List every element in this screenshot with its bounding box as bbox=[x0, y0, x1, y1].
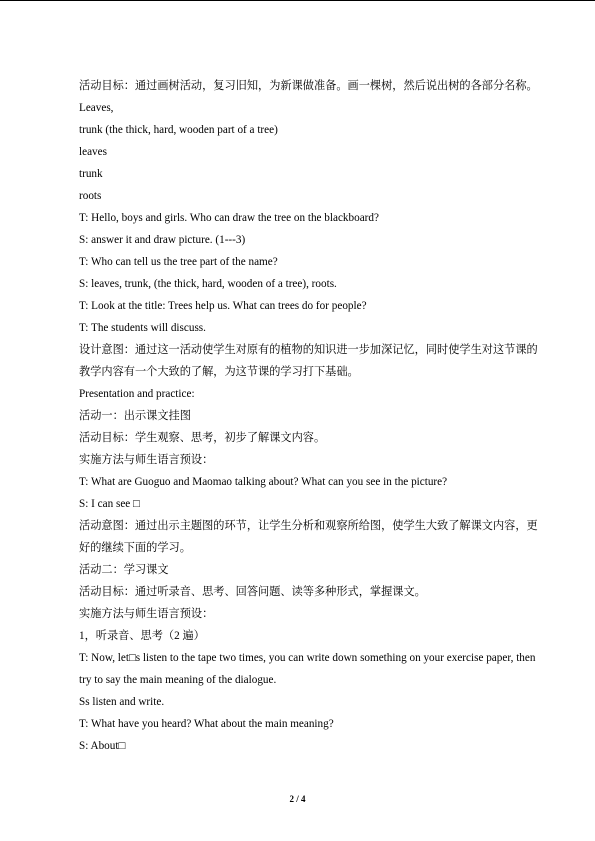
paragraph: trunk bbox=[79, 168, 103, 180]
paragraph: 实施方法与师生语言预设： bbox=[79, 608, 214, 620]
paragraph: 活动目标：学生观察、思考，初步了解课文内容。 bbox=[79, 432, 326, 444]
paragraph: 设计意图：通过这一活动使学生对原有的植物的知识进一步加深记忆，同时使学生对这节课的教学内容有一个大致的了解，为这节课的学习打下基础。 bbox=[79, 344, 538, 378]
paragraph: 活动二：学习课文 bbox=[79, 564, 169, 576]
paragraph: S: I can see □ bbox=[79, 498, 140, 510]
paragraph: roots bbox=[79, 190, 102, 202]
paragraph: S: leaves, trunk, (the thick, hard, wooden of a tree), roots. bbox=[79, 278, 337, 290]
paragraph: T: Look at the title: Trees help us. What can trees do for people? bbox=[79, 300, 367, 312]
paragraph: 活动目标：通过画树活动，复习旧知，为新课做准备。画一棵树，然后说出树的各部分名称。Leaves, bbox=[79, 80, 538, 114]
paragraph: leaves bbox=[79, 146, 107, 158]
header-rule bbox=[0, 0, 595, 1]
paragraph: T: The students will discuss. bbox=[79, 322, 206, 334]
paragraph: 实施方法与师生语言预设： bbox=[79, 454, 214, 466]
paragraph: T: Hello, boys and girls. Who can draw the tree on the blackboard? bbox=[79, 212, 379, 224]
paragraph: trunk (the thick, hard, wooden part of a tree) bbox=[79, 124, 278, 136]
paragraph: Presentation and practice: bbox=[79, 388, 195, 400]
paragraph: T: Who can tell us the tree part of the name? bbox=[79, 256, 278, 268]
paragraph: S: About□ bbox=[79, 740, 126, 752]
paragraph: T: Now, let□s listen to the tape two times, you can write down something on your exercise paper, then try to say the main meaning of the dialogue. bbox=[79, 652, 536, 686]
paragraph: 1，听录音、思考（2 遍） bbox=[79, 630, 205, 642]
page-number: 2 / 4 bbox=[289, 794, 306, 804]
paragraph: 活动一：出示课文挂图 bbox=[79, 410, 191, 422]
paragraph: 活动意图：通过出示主题图的环节，让学生分析和观察所给图，使学生大致了解课文内容，更好的继续下面的学习。 bbox=[79, 520, 538, 554]
document-body bbox=[58, 75, 542, 757]
paragraph: Ss listen and write. bbox=[79, 696, 165, 708]
paragraph: S: answer it and draw picture. (1---3) bbox=[79, 234, 246, 246]
paragraph: T: What have you heard? What about the main meaning? bbox=[79, 718, 334, 730]
paragraph: 活动目标：通过听录音、思考、回答问题、读等多种形式，掌握课文。 bbox=[79, 586, 426, 598]
paragraph: T: What are Guoguo and Maomao talking about? What can you see in the picture? bbox=[79, 476, 448, 488]
